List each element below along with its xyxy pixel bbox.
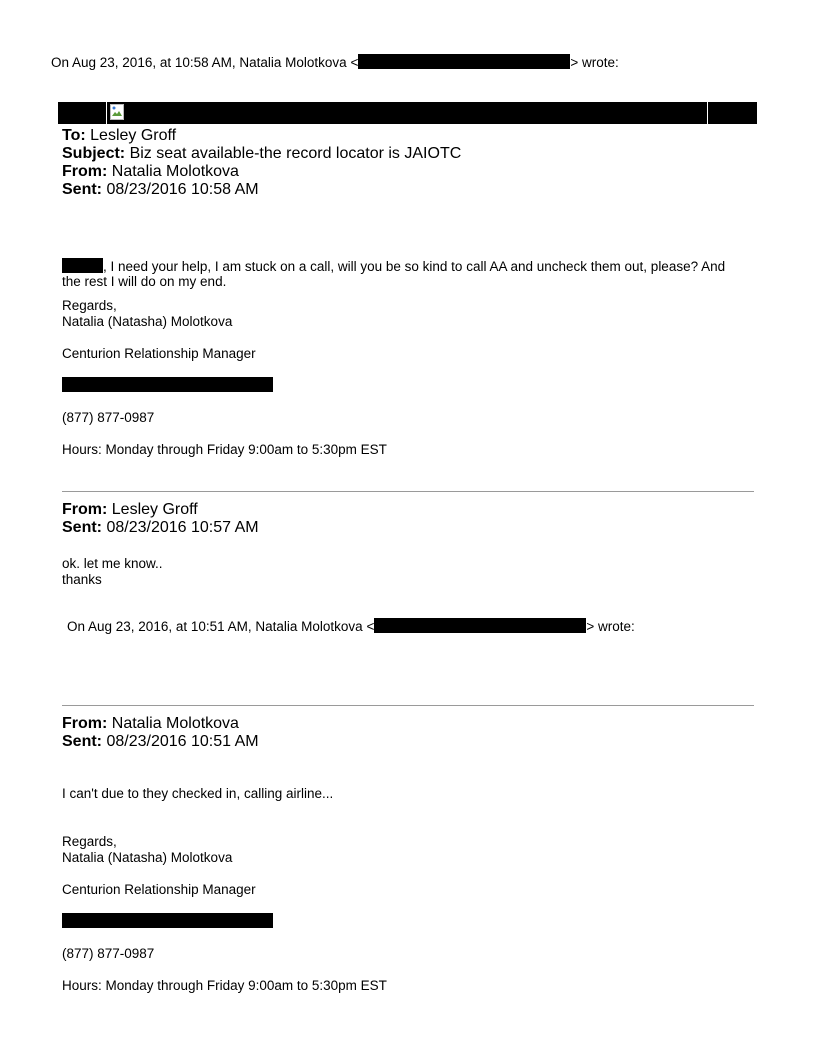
sent-value: 08/23/2016 10:58 AM — [106, 181, 259, 198]
message-3-body-line-1: I can't due to they checked in, calling airline... — [62, 786, 334, 801]
redacted-banner — [58, 102, 757, 124]
message-2-body-line-2: thanks — [62, 572, 102, 587]
sent-label: Sent: — [62, 181, 102, 198]
to-label: To: — [62, 127, 86, 144]
message-1-body-line-1: , I need your help, I am stuck on a call, will you be so kind to call AA and uncheck them out, please? And — [62, 258, 725, 275]
signature-title: Centurion Relationship Manager — [62, 882, 256, 897]
redacted-email — [358, 54, 570, 69]
message-1-sent — [62, 181, 259, 199]
quote-header-1 — [51, 54, 619, 71]
divider — [62, 491, 754, 492]
from-value: Natalia Molotkova — [111, 163, 239, 180]
signature-phone: (877) 877-0987 — [62, 946, 155, 961]
redacted-name — [62, 258, 103, 273]
message-1-body-line-2: the rest I will do on my end. — [62, 274, 227, 289]
signature-regards: Regards, — [62, 834, 117, 849]
quote-header-1-suffix: > wrote: — [570, 55, 619, 70]
signature-name: Natalia (Natasha) Molotkova — [62, 314, 233, 329]
quote-header-1-prefix: On Aug 23, 2016, at 10:58 AM, Natalia Molotkova < — [51, 55, 359, 70]
message-2-body-line-1: ok. let me know.. — [62, 556, 163, 571]
signature-regards: Regards, — [62, 298, 117, 313]
quote-header-2-suffix: > wrote: — [586, 619, 635, 634]
quote-header-2-prefix: On Aug 23, 2016, at 10:51 AM, Natalia Molotkova < — [67, 619, 375, 634]
sent-value: 08/23/2016 10:57 AM — [106, 519, 259, 536]
redacted-contact — [62, 913, 273, 928]
quote-header-2 — [67, 618, 635, 635]
message-1-from — [62, 163, 239, 181]
sent-value: 08/23/2016 10:51 AM — [106, 733, 259, 750]
signature-phone: (877) 877-0987 — [62, 410, 155, 425]
message-1-to — [62, 127, 176, 145]
divider — [62, 705, 754, 706]
from-value: Natalia Molotkova — [111, 715, 239, 732]
broken-image-icon — [110, 104, 124, 120]
signature-title: Centurion Relationship Manager — [62, 346, 256, 361]
subject-value: Biz seat available-the record locator is JAIOTC — [129, 145, 462, 162]
to-value: Lesley Groff — [90, 127, 177, 144]
from-label: From: — [62, 163, 108, 180]
banner-separator — [707, 102, 708, 124]
from-label: From: — [62, 501, 108, 518]
signature-hours: Hours: Monday through Friday 9:00am to 5:30pm EST — [62, 978, 387, 993]
redacted-email — [374, 618, 586, 633]
message-3-from — [62, 715, 239, 733]
sent-label: Sent: — [62, 519, 102, 536]
sent-label: Sent: — [62, 733, 102, 750]
from-value: Lesley Groff — [111, 501, 198, 518]
message-3-sent — [62, 733, 259, 751]
subject-label: Subject: — [62, 145, 126, 162]
from-label: From: — [62, 715, 108, 732]
message-2-from — [62, 501, 198, 519]
message-2-sent — [62, 519, 259, 537]
signature-hours: Hours: Monday through Friday 9:00am to 5:30pm EST — [62, 442, 387, 457]
signature-name: Natalia (Natasha) Molotkova — [62, 850, 233, 865]
message-1-subject — [62, 145, 461, 163]
banner-separator — [106, 102, 107, 124]
redacted-contact — [62, 377, 273, 392]
